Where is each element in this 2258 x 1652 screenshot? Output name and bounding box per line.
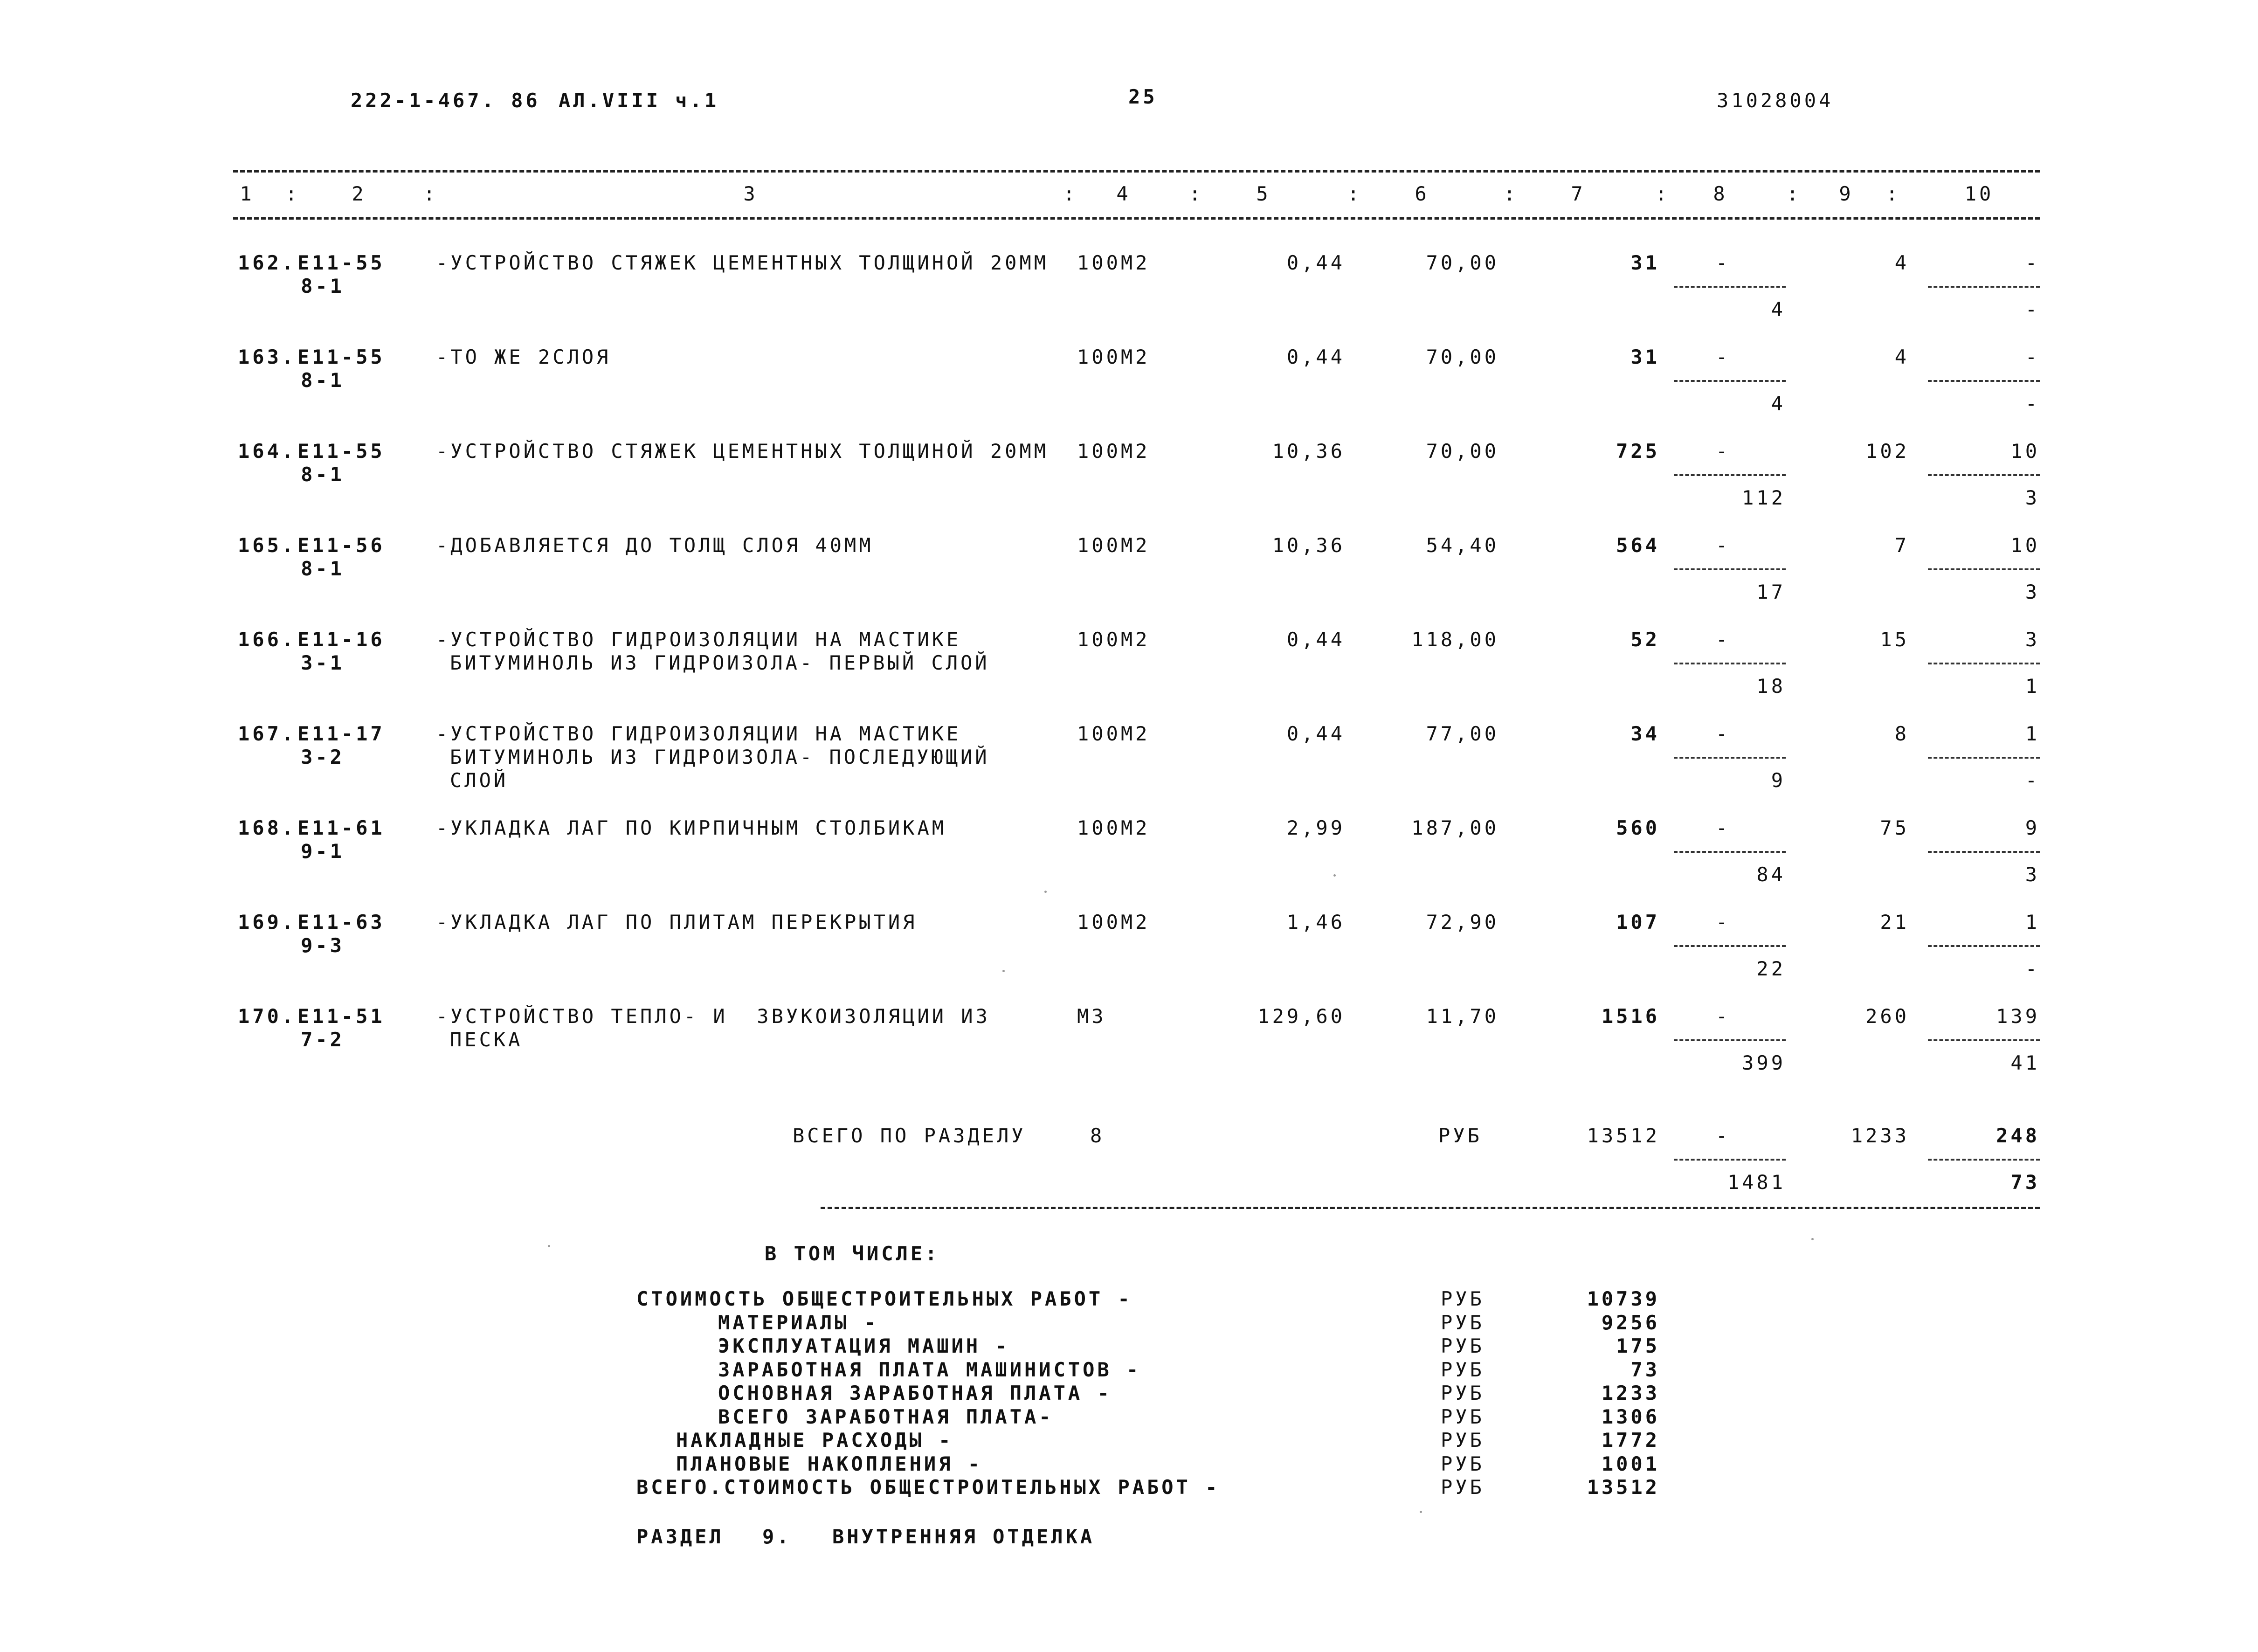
row-number: 164. bbox=[238, 440, 297, 463]
row-number: 163. bbox=[238, 346, 297, 368]
breakdown-label: ВСЕГО.СТОИМОСТЬ ОБЩЕСТРОИТЕЛЬНЫХ РАБОТ - bbox=[636, 1476, 1220, 1499]
fraction-rule bbox=[1674, 1159, 1786, 1161]
col8-bottom-value: 4 bbox=[1771, 392, 1786, 415]
unit-price: 11,70 bbox=[1426, 1005, 1499, 1028]
unit-of-measure: М3 bbox=[1077, 1005, 1106, 1028]
work-description-line: -УСТРОЙСТВО ГИДРОИЗОЛЯЦИИ НА МАСТИКЕ bbox=[436, 722, 961, 745]
scan-speck bbox=[1002, 970, 1005, 972]
work-description-line: -УКЛАДКА ЛАГ ПО КИРПИЧНЫМ СТОЛБИКАМ bbox=[436, 816, 947, 839]
rate-subcode: 8-1 bbox=[301, 557, 345, 580]
row-number: 168. bbox=[238, 816, 297, 839]
section-total-col9: 1233 bbox=[1851, 1124, 1909, 1147]
column-separator: : bbox=[1504, 182, 1519, 205]
column-header-2: 2 bbox=[352, 182, 366, 205]
breakdown-heading: В ТОМ ЧИСЛЕ: bbox=[765, 1242, 940, 1265]
rate-subcode: 3-2 bbox=[301, 746, 345, 768]
quantity: 129,60 bbox=[1257, 1005, 1345, 1028]
fraction-rule bbox=[1674, 1039, 1786, 1041]
unit-price: 77,00 bbox=[1426, 722, 1499, 745]
breakdown-value: 1772 bbox=[1601, 1429, 1660, 1452]
column-header-7: 7 bbox=[1571, 182, 1586, 205]
total-cost: 725 bbox=[1616, 440, 1660, 463]
col8-bottom-value: 112 bbox=[1742, 486, 1786, 509]
col9-value: 8 bbox=[1894, 722, 1909, 745]
unit-price: 70,00 bbox=[1426, 251, 1499, 274]
column-separator: : bbox=[1655, 182, 1670, 205]
col8-top-value: - bbox=[1716, 911, 1731, 933]
col10-top-value: 10 bbox=[2010, 534, 2040, 557]
fraction-rule bbox=[1674, 851, 1786, 853]
col8-bottom-value: 4 bbox=[1771, 298, 1786, 321]
next-section-number: 9. bbox=[762, 1525, 792, 1548]
section-total-amount: 13512 bbox=[1587, 1124, 1660, 1147]
scan-speck bbox=[548, 1245, 550, 1247]
unit-of-measure: 100М2 bbox=[1077, 346, 1150, 368]
scan-speck bbox=[1811, 1238, 1814, 1240]
column-header-5: 5 bbox=[1256, 182, 1271, 205]
column-header-9: 9 bbox=[1839, 182, 1854, 205]
breakdown-value: 13512 bbox=[1587, 1476, 1660, 1499]
page-number: 25 bbox=[1128, 85, 1158, 108]
rate-subcode: 9-1 bbox=[301, 840, 345, 863]
col8-top-value: - bbox=[1716, 816, 1731, 839]
document-number: 31028004 bbox=[1717, 89, 1834, 112]
col8-bottom-value: 18 bbox=[1756, 675, 1786, 698]
quantity: 1,46 bbox=[1286, 911, 1345, 933]
section-total-section-number: 8 bbox=[1090, 1124, 1105, 1147]
col10-top-value: 1 bbox=[2025, 911, 2040, 933]
fraction-rule bbox=[1928, 380, 2040, 382]
work-description-line: СЛОЙ bbox=[450, 769, 509, 792]
column-separator: : bbox=[423, 182, 438, 205]
fraction-rule bbox=[1674, 757, 1786, 759]
row-number: 167. bbox=[238, 722, 297, 745]
document-code: 222-1-467. 86 bbox=[351, 89, 540, 112]
scan-speck bbox=[1044, 891, 1047, 893]
column-separator: : bbox=[1886, 182, 1901, 205]
col10-bottom-value: - bbox=[2025, 298, 2040, 321]
breakdown-unit: РУБ bbox=[1441, 1405, 1485, 1428]
total-cost: 1516 bbox=[1601, 1005, 1660, 1028]
work-description-line: -ТО ЖЕ 2СЛОЯ bbox=[436, 346, 611, 368]
fraction-rule bbox=[1928, 1039, 2040, 1041]
col9-value: 15 bbox=[1880, 628, 1909, 651]
next-section-label: РАЗДЕЛ bbox=[636, 1525, 724, 1548]
fraction-rule bbox=[1674, 568, 1786, 570]
column-header-8: 8 bbox=[1713, 182, 1728, 205]
col9-value: 102 bbox=[1865, 440, 1909, 463]
fraction-rule bbox=[1928, 286, 2040, 288]
work-description-line: -ДОБАВЛЯЕТСЯ ДО ТОЛЩ СЛОЯ 40ММ bbox=[436, 534, 874, 557]
unit-price: 54,40 bbox=[1426, 534, 1499, 557]
unit-of-measure: 100М2 bbox=[1077, 534, 1150, 557]
col8-top-value: - bbox=[1716, 628, 1731, 651]
work-description-line: -УКЛАДКА ЛАГ ПО ПЛИТАМ ПЕРЕКРЫТИЯ bbox=[436, 911, 918, 933]
section-total-label: ВСЕГО ПО РАЗДЕЛУ bbox=[793, 1124, 1026, 1147]
total-cost: 107 bbox=[1616, 911, 1660, 933]
unit-price: 70,00 bbox=[1426, 440, 1499, 463]
col10-top-value: 9 bbox=[2025, 816, 2040, 839]
col9-value: 4 bbox=[1894, 251, 1909, 274]
fraction-rule bbox=[1674, 380, 1786, 382]
total-cost: 31 bbox=[1630, 346, 1660, 368]
rate-subcode: 8-1 bbox=[301, 369, 345, 392]
fraction-rule bbox=[1674, 945, 1786, 947]
column-separator: : bbox=[1787, 182, 1802, 205]
album-label: АЛ.VIII ч.1 bbox=[559, 89, 719, 112]
unit-price: 118,00 bbox=[1411, 628, 1499, 651]
col10-top-value: 139 bbox=[1996, 1005, 2040, 1028]
scan-speck bbox=[1420, 1511, 1422, 1513]
quantity: 10,36 bbox=[1272, 440, 1345, 463]
next-section-title: ВНУТРЕННЯЯ ОТДЕЛКА bbox=[832, 1525, 1095, 1548]
quantity: 2,99 bbox=[1286, 816, 1345, 839]
breakdown-unit: РУБ bbox=[1441, 1382, 1485, 1404]
unit-of-measure: 100М2 bbox=[1077, 628, 1150, 651]
breakdown-value: 1001 bbox=[1601, 1452, 1660, 1475]
col9-value: 75 bbox=[1880, 816, 1909, 839]
rate-subcode: 8-1 bbox=[301, 463, 345, 486]
col9-value: 4 bbox=[1894, 346, 1909, 368]
col10-top-value: 3 bbox=[2025, 628, 2040, 651]
section-total-col10-top: 248 bbox=[1996, 1124, 2040, 1147]
unit-price: 70,00 bbox=[1426, 346, 1499, 368]
breakdown-label: ЭКСПЛУАТАЦИЯ МАШИН - bbox=[718, 1334, 1010, 1357]
breakdown-label: НАКЛАДНЫЕ РАСХОДЫ - bbox=[676, 1429, 953, 1452]
column-separator: : bbox=[1347, 182, 1362, 205]
total-cost: 52 bbox=[1630, 628, 1660, 651]
unit-of-measure: 100М2 bbox=[1077, 440, 1150, 463]
column-header-4: 4 bbox=[1116, 182, 1131, 205]
fraction-rule bbox=[1928, 474, 2040, 476]
breakdown-label: СТОИМОСТЬ ОБЩЕСТРОИТЕЛЬНЫХ РАБОТ - bbox=[636, 1287, 1132, 1310]
column-header-10: 10 bbox=[1964, 182, 1994, 205]
rate-code: Е11-61 bbox=[297, 816, 385, 839]
work-description-line: БИТУМИНОЛЬ ИЗ ГИДРОИЗОЛА- ПОСЛЕДУЮЩИЙ bbox=[450, 746, 990, 768]
col10-top-value: - bbox=[2025, 346, 2040, 368]
col8-bottom-value: 17 bbox=[1756, 581, 1786, 603]
rate-code: Е11-17 bbox=[297, 722, 385, 745]
breakdown-value: 175 bbox=[1616, 1334, 1660, 1357]
breakdown-unit: РУБ bbox=[1441, 1358, 1485, 1381]
row-number: 170. bbox=[238, 1005, 297, 1028]
col10-bottom-value: - bbox=[2025, 769, 2040, 792]
unit-of-measure: 100М2 bbox=[1077, 911, 1150, 933]
breakdown-value: 73 bbox=[1630, 1358, 1660, 1381]
rate-code: Е11-55 bbox=[297, 251, 385, 274]
breakdown-label: МАТЕРИАЛЫ - bbox=[718, 1311, 879, 1334]
fraction-rule bbox=[1928, 568, 2040, 570]
col10-bottom-value: 41 bbox=[2010, 1051, 2040, 1074]
unit-price: 72,90 bbox=[1426, 911, 1499, 933]
rate-subcode: 3-1 bbox=[301, 651, 345, 674]
breakdown-unit: РУБ bbox=[1441, 1476, 1485, 1499]
row-number: 166. bbox=[238, 628, 297, 651]
unit-of-measure: 100М2 bbox=[1077, 251, 1150, 274]
col10-top-value: 10 bbox=[2010, 440, 2040, 463]
column-separator: : bbox=[285, 182, 300, 205]
col10-top-value: - bbox=[2025, 251, 2040, 274]
rate-code: Е11-55 bbox=[297, 346, 385, 368]
work-description-line: -УСТРОЙСТВО ТЕПЛО- И ЗВУКОИЗОЛЯЦИИ ИЗ bbox=[436, 1005, 990, 1028]
col8-top-value: - bbox=[1716, 251, 1731, 274]
work-description-line: -УСТРОЙСТВО СТЯЖЕК ЦЕМЕНТНЫХ ТОЛЩИНОЙ 20ММ bbox=[436, 440, 1049, 463]
rate-subcode: 7-2 bbox=[301, 1028, 345, 1051]
col10-bottom-value: 3 bbox=[2025, 863, 2040, 886]
rate-subcode: 9-3 bbox=[301, 934, 345, 957]
breakdown-unit: РУБ bbox=[1441, 1452, 1485, 1475]
unit-of-measure: 100М2 bbox=[1077, 722, 1150, 745]
fraction-rule bbox=[1928, 663, 2040, 664]
rate-code: Е11-51 bbox=[297, 1005, 385, 1028]
total-cost: 31 bbox=[1630, 251, 1660, 274]
table-top-rule bbox=[233, 170, 2040, 173]
col8-bottom-value: 22 bbox=[1756, 957, 1786, 980]
breakdown-unit: РУБ bbox=[1441, 1287, 1485, 1310]
section-total-col8-top: - bbox=[1716, 1124, 1731, 1147]
fraction-rule bbox=[1928, 851, 2040, 853]
breakdown-label: ОСНОВНАЯ ЗАРАБОТНАЯ ПЛАТА - bbox=[718, 1382, 1112, 1404]
col10-bottom-value: 3 bbox=[2025, 486, 2040, 509]
section-total-rule bbox=[821, 1207, 2040, 1209]
section-total-unit: РУБ bbox=[1438, 1124, 1482, 1147]
row-number: 165. bbox=[238, 534, 297, 557]
col10-bottom-value: 1 bbox=[2025, 675, 2040, 698]
fraction-rule bbox=[1928, 757, 2040, 759]
quantity: 0,44 bbox=[1286, 251, 1345, 274]
quantity: 0,44 bbox=[1286, 722, 1345, 745]
fraction-rule bbox=[1674, 286, 1786, 288]
col8-bottom-value: 399 bbox=[1742, 1051, 1786, 1074]
column-header-6: 6 bbox=[1415, 182, 1429, 205]
col10-top-value: 1 bbox=[2025, 722, 2040, 745]
col8-top-value: - bbox=[1716, 1005, 1731, 1028]
col10-bottom-value: 3 bbox=[2025, 581, 2040, 603]
row-number: 162. bbox=[238, 251, 297, 274]
total-cost: 34 bbox=[1630, 722, 1660, 745]
breakdown-value: 10739 bbox=[1587, 1287, 1660, 1310]
breakdown-value: 9256 bbox=[1601, 1311, 1660, 1334]
col9-value: 260 bbox=[1865, 1005, 1909, 1028]
col8-top-value: - bbox=[1716, 722, 1731, 745]
rate-code: Е11-56 bbox=[297, 534, 385, 557]
rate-subcode: 8-1 bbox=[301, 275, 345, 297]
total-cost: 560 bbox=[1616, 816, 1660, 839]
scan-speck bbox=[1333, 874, 1336, 877]
work-description-line: БИТУМИНОЛЬ ИЗ ГИДРОИЗОЛА- ПЕРВЫЙ СЛОЙ bbox=[450, 651, 990, 674]
breakdown-value: 1233 bbox=[1601, 1382, 1660, 1404]
col8-bottom-value: 9 bbox=[1771, 769, 1786, 792]
col8-top-value: - bbox=[1716, 534, 1731, 557]
breakdown-label: ПЛАНОВЫЕ НАКОПЛЕНИЯ - bbox=[676, 1452, 983, 1475]
col10-bottom-value: - bbox=[2025, 392, 2040, 415]
breakdown-value: 1306 bbox=[1601, 1405, 1660, 1428]
breakdown-label: ЗАРАБОТНАЯ ПЛАТА МАШИНИСТОВ - bbox=[718, 1358, 1141, 1381]
column-header-3: 3 bbox=[743, 182, 758, 205]
breakdown-unit: РУБ bbox=[1441, 1429, 1485, 1452]
breakdown-unit: РУБ bbox=[1441, 1311, 1485, 1334]
work-description-line: -УСТРОЙСТВО СТЯЖЕК ЦЕМЕНТНЫХ ТОЛЩИНОЙ 20ММ bbox=[436, 251, 1049, 274]
col8-top-value: - bbox=[1716, 440, 1731, 463]
fraction-rule bbox=[1928, 945, 2040, 947]
rate-code: Е11-16 bbox=[297, 628, 385, 651]
fraction-rule bbox=[1928, 1159, 2040, 1161]
table-header-bottom-rule bbox=[233, 217, 2040, 220]
fraction-rule bbox=[1674, 663, 1786, 664]
col9-value: 7 bbox=[1894, 534, 1909, 557]
quantity: 0,44 bbox=[1286, 628, 1345, 651]
column-separator: : bbox=[1063, 182, 1078, 205]
quantity: 0,44 bbox=[1286, 346, 1345, 368]
col8-bottom-value: 84 bbox=[1756, 863, 1786, 886]
fraction-rule bbox=[1674, 474, 1786, 476]
work-description-line: -УСТРОЙСТВО ГИДРОИЗОЛЯЦИИ НА МАСТИКЕ bbox=[436, 628, 961, 651]
column-separator: : bbox=[1189, 182, 1204, 205]
col10-bottom-value: - bbox=[2025, 957, 2040, 980]
quantity: 10,36 bbox=[1272, 534, 1345, 557]
work-description-line: ПЕСКА bbox=[450, 1028, 523, 1051]
breakdown-label: ВСЕГО ЗАРАБОТНАЯ ПЛАТА- bbox=[718, 1405, 1054, 1428]
unit-of-measure: 100М2 bbox=[1077, 816, 1150, 839]
unit-price: 187,00 bbox=[1411, 816, 1499, 839]
rate-code: Е11-55 bbox=[297, 440, 385, 463]
section-total-col8-bottom: 1481 bbox=[1727, 1171, 1786, 1194]
col9-value: 21 bbox=[1880, 911, 1909, 933]
rate-code: Е11-63 bbox=[297, 911, 385, 933]
row-number: 169. bbox=[238, 911, 297, 933]
column-header-1: 1 bbox=[240, 182, 255, 205]
total-cost: 564 bbox=[1616, 534, 1660, 557]
col8-top-value: - bbox=[1716, 346, 1731, 368]
breakdown-unit: РУБ bbox=[1441, 1334, 1485, 1357]
section-total-col10-bottom: 73 bbox=[2010, 1171, 2040, 1194]
